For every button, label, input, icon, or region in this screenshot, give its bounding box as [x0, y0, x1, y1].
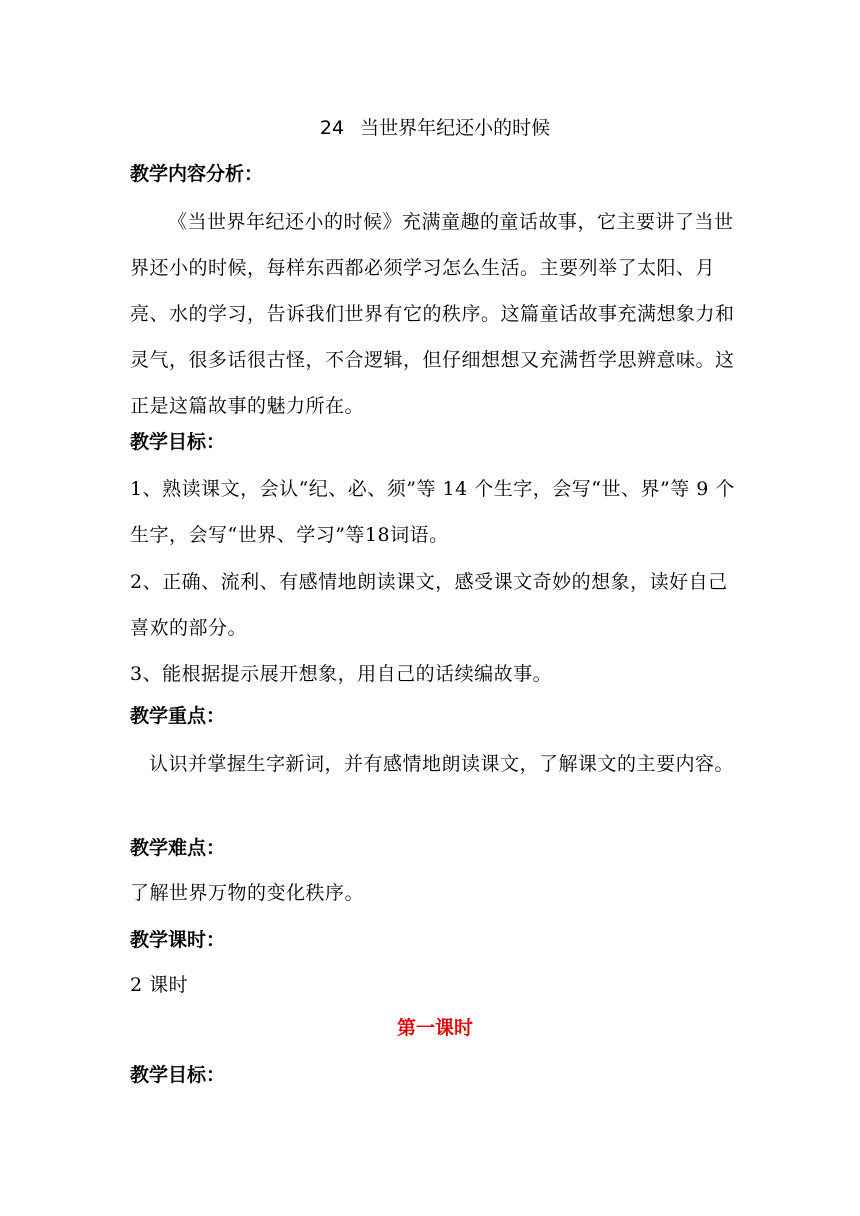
goal-item-3: 3、能根据提示展开想象，用自己的话续编故事。	[130, 663, 553, 685]
difficulty-heading: 教学难点：	[130, 837, 226, 859]
key-points-paragraph: 认识并掌握生字新词，并有感情地朗读课文，了解课文的主要内容。	[149, 753, 735, 775]
lesson-title: 当世界年纪还小的时候	[360, 117, 551, 139]
hours-heading: 教学课时：	[130, 929, 226, 951]
goal-item-1: 1、熟读课文，会认“纪、必、须”等 14 个生字，会写“世、界”等 9 个生字，会写“世界、学习”等18词语。	[130, 478, 735, 546]
goal-item-2: 2、正确、流利、有感情地朗读课文，感受课文奇妙的想象，读好自己喜欢的部分。	[130, 571, 728, 639]
lesson-number: 24	[319, 117, 345, 139]
hours-paragraph: 2 课时	[130, 974, 189, 996]
analysis-paragraph: 《当世界年纪还小的时候》充满童趣的童话故事，它主要讲了当世界还小的时候，每样东西都必须学习怎么生活。主要列举了太阳、月亮、水的学习，告诉我们世界有它的秩序。这篇童话故事充满想象力和灵气，很多话很古怪，不合逻辑，但仔细想想又充满哲学思辨意味。这正是这篇故事的魅力所在。	[130, 211, 735, 417]
lesson-one-title: 第一课时	[396, 1017, 473, 1039]
goals-heading: 教学目标：	[130, 431, 226, 453]
lesson-one-goals-heading: 教学目标：	[130, 1064, 226, 1086]
key-points-heading: 教学重点：	[130, 705, 226, 727]
document-title	[130, 114, 740, 142]
analysis-heading: 教学内容分析：	[130, 163, 264, 185]
difficulty-paragraph: 了解世界万物的变化秩序。	[130, 882, 365, 904]
